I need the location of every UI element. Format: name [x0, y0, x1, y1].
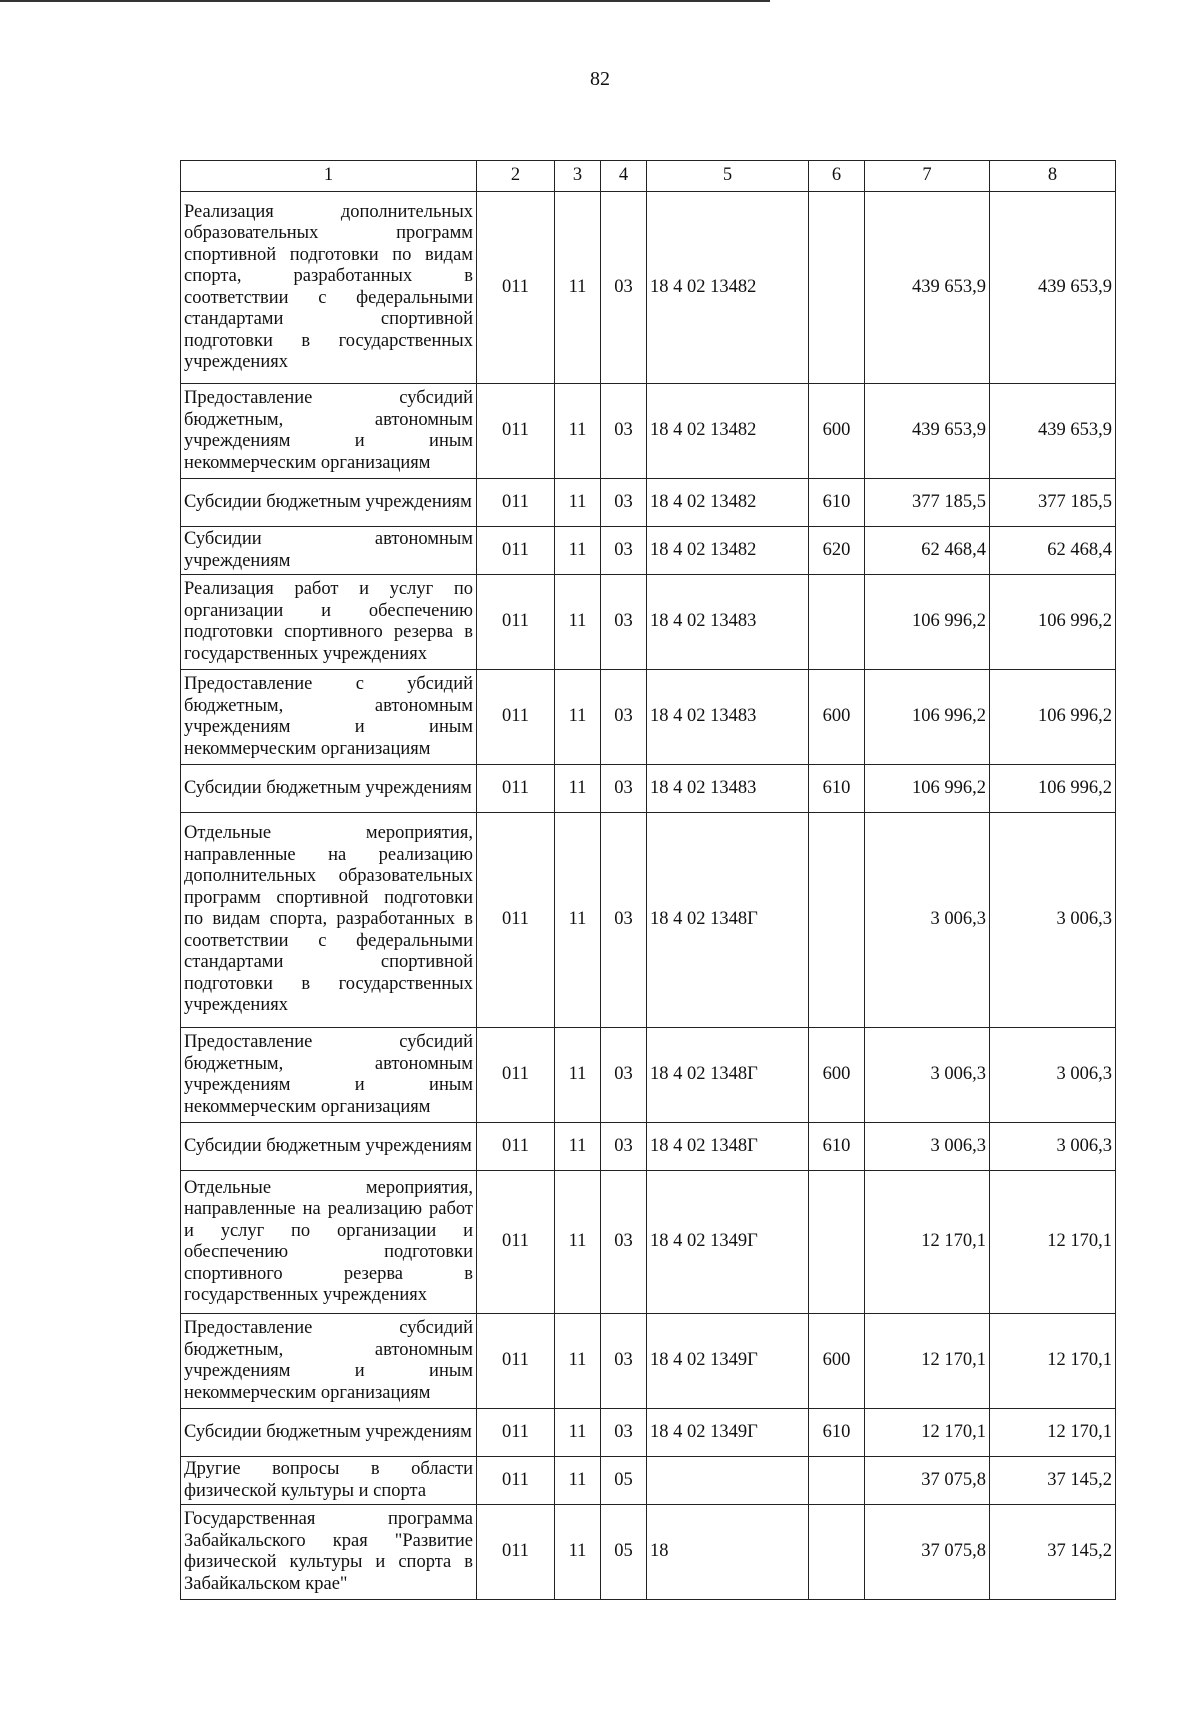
amount-cell: 12 170,1 — [990, 1409, 1116, 1457]
row-name-cell: Предоставление субсидий бюджетным, автономным учреждениям и иным некоммерческим организациям — [181, 384, 477, 479]
row-name-cell: Отдельные мероприятия, направленные на реализацию дополнительных образовательных программ спортивной подготовки по видам спорта, разработанных в соответствии с федеральными стандартами спортивной подготовки в государственных учреждениях — [181, 813, 477, 1028]
amount-cell: 439 653,9 — [865, 384, 990, 479]
table-row — [181, 670, 1116, 765]
section-cell: 11 — [555, 384, 601, 479]
amount-cell: 439 653,9 — [990, 192, 1116, 384]
grbs-cell: 011 — [477, 1028, 555, 1123]
section-cell: 11 — [555, 1028, 601, 1123]
amount-cell: 106 996,2 — [865, 575, 990, 670]
row-name-cell: Государственная программа Забайкальского края "Развитие физической культуры и спорта в Забайкальском крае" — [181, 1505, 477, 1600]
amount-cell: 12 170,1 — [865, 1171, 990, 1314]
amount-cell: 37 145,2 — [990, 1457, 1116, 1505]
target-article-cell — [647, 1457, 809, 1505]
grbs-cell: 011 — [477, 670, 555, 765]
header-cell: 6 — [809, 161, 865, 192]
table-row — [181, 479, 1116, 527]
subsection-cell: 05 — [601, 1457, 647, 1505]
expense-type-cell: 600 — [809, 384, 865, 479]
grbs-cell: 011 — [477, 575, 555, 670]
table-row — [181, 1171, 1116, 1314]
table-row — [181, 527, 1116, 575]
top-scan-rule — [0, 0, 770, 2]
header-cell: 3 — [555, 161, 601, 192]
section-cell: 11 — [555, 1505, 601, 1600]
grbs-cell: 011 — [477, 1505, 555, 1600]
subsection-cell: 05 — [601, 1505, 647, 1600]
amount-cell: 106 996,2 — [990, 765, 1116, 813]
amount-cell: 12 170,1 — [990, 1171, 1116, 1314]
amount-cell: 62 468,4 — [865, 527, 990, 575]
header-cell: 5 — [647, 161, 809, 192]
table-row — [181, 192, 1116, 384]
table-row — [181, 1409, 1116, 1457]
section-cell: 11 — [555, 1171, 601, 1314]
row-name-cell: Предоставление субсидий бюджетным, автономным учреждениям и иным некоммерческим организациям — [181, 1028, 477, 1123]
table-row — [181, 1028, 1116, 1123]
amount-cell: 62 468,4 — [990, 527, 1116, 575]
target-article-cell: 18 4 02 1348Г — [647, 813, 809, 1028]
section-cell: 11 — [555, 192, 601, 384]
section-cell: 11 — [555, 527, 601, 575]
section-cell: 11 — [555, 1457, 601, 1505]
target-article-cell: 18 — [647, 1505, 809, 1600]
expense-type-cell — [809, 1457, 865, 1505]
section-cell: 11 — [555, 813, 601, 1028]
amount-cell: 106 996,2 — [865, 765, 990, 813]
expense-type-cell — [809, 1171, 865, 1314]
section-cell: 11 — [555, 575, 601, 670]
grbs-cell: 011 — [477, 813, 555, 1028]
expense-type-cell: 610 — [809, 1123, 865, 1171]
expense-type-cell — [809, 575, 865, 670]
header-cell: 1 — [181, 161, 477, 192]
subsection-cell: 03 — [601, 384, 647, 479]
expense-type-cell — [809, 813, 865, 1028]
header-cell: 2 — [477, 161, 555, 192]
grbs-cell: 011 — [477, 1123, 555, 1171]
amount-cell: 3 006,3 — [990, 1123, 1116, 1171]
subsection-cell: 03 — [601, 1028, 647, 1123]
subsection-cell: 03 — [601, 575, 647, 670]
amount-cell: 106 996,2 — [990, 670, 1116, 765]
amount-cell: 439 653,9 — [865, 192, 990, 384]
amount-cell: 106 996,2 — [990, 575, 1116, 670]
expense-type-cell — [809, 192, 865, 384]
grbs-cell: 011 — [477, 192, 555, 384]
target-article-cell: 18 4 02 13482 — [647, 479, 809, 527]
target-article-cell: 18 4 02 13482 — [647, 384, 809, 479]
page-number: 82 — [590, 68, 610, 90]
expense-type-cell: 600 — [809, 670, 865, 765]
expense-type-cell: 610 — [809, 765, 865, 813]
row-name-cell: Предоставление субсидий бюджетным, автономным учреждениям и иным некоммерческим организациям — [181, 1314, 477, 1409]
row-name-cell: Субсидии автономным учреждениям — [181, 527, 477, 575]
amount-cell: 3 006,3 — [865, 813, 990, 1028]
table-row — [181, 1123, 1116, 1171]
section-cell: 11 — [555, 765, 601, 813]
section-cell: 11 — [555, 1123, 601, 1171]
subsection-cell: 03 — [601, 1123, 647, 1171]
table-row — [181, 813, 1116, 1028]
expense-type-cell: 620 — [809, 527, 865, 575]
amount-cell: 12 170,1 — [990, 1314, 1116, 1409]
header-cell: 4 — [601, 161, 647, 192]
expense-type-cell: 610 — [809, 479, 865, 527]
amount-cell: 37 145,2 — [990, 1505, 1116, 1600]
grbs-cell: 011 — [477, 527, 555, 575]
table-row — [181, 765, 1116, 813]
table-header-row — [181, 161, 1116, 192]
target-article-cell: 18 4 02 1349Г — [647, 1171, 809, 1314]
target-article-cell: 18 4 02 13482 — [647, 192, 809, 384]
amount-cell: 37 075,8 — [865, 1457, 990, 1505]
section-cell: 11 — [555, 1314, 601, 1409]
amount-cell: 3 006,3 — [865, 1123, 990, 1171]
target-article-cell: 18 4 02 13483 — [647, 765, 809, 813]
target-article-cell: 18 4 02 13483 — [647, 670, 809, 765]
expense-type-cell — [809, 1505, 865, 1600]
amount-cell: 3 006,3 — [865, 1028, 990, 1123]
subsection-cell: 03 — [601, 527, 647, 575]
subsection-cell: 03 — [601, 1314, 647, 1409]
subsection-cell: 03 — [601, 813, 647, 1028]
row-name-cell: Отдельные мероприятия, направленные на реализацию работ и услуг по организации и обеспечению подготовки спортивного резерва в государственных учреждениях — [181, 1171, 477, 1314]
section-cell: 11 — [555, 479, 601, 527]
subsection-cell: 03 — [601, 192, 647, 384]
row-name-cell: Субсидии бюджетным учреждениям — [181, 765, 477, 813]
row-name-cell: Другие вопросы в области физической культуры и спорта — [181, 1457, 477, 1505]
grbs-cell: 011 — [477, 1457, 555, 1505]
row-name-cell: Субсидии бюджетным учреждениям — [181, 479, 477, 527]
expense-type-cell: 600 — [809, 1028, 865, 1123]
amount-cell: 37 075,8 — [865, 1505, 990, 1600]
amount-cell: 3 006,3 — [990, 813, 1116, 1028]
grbs-cell: 011 — [477, 1409, 555, 1457]
table-row — [181, 384, 1116, 479]
header-cell: 8 — [990, 161, 1116, 192]
subsection-cell: 03 — [601, 479, 647, 527]
row-name-cell: Предоставление с убсидий бюджетным, автономным учреждениям и иным некоммерческим организациям — [181, 670, 477, 765]
table-row — [181, 1457, 1116, 1505]
subsection-cell: 03 — [601, 1171, 647, 1314]
section-cell: 11 — [555, 670, 601, 765]
row-name-cell: Реализация работ и услуг по организации и обеспечению подготовки спортивного резерва в государственных учреждениях — [181, 575, 477, 670]
row-name-cell: Субсидии бюджетным учреждениям — [181, 1123, 477, 1171]
grbs-cell: 011 — [477, 384, 555, 479]
table-row — [181, 1505, 1116, 1600]
target-article-cell: 18 4 02 1348Г — [647, 1123, 809, 1171]
grbs-cell: 011 — [477, 1314, 555, 1409]
amount-cell: 12 170,1 — [865, 1409, 990, 1457]
row-name-cell: Реализация дополнительных образовательных программ спортивной подготовки по видам спорта, разработанных в соответствии с федеральными стандартами спортивной подготовки в государственных учреждениях — [181, 192, 477, 384]
grbs-cell: 011 — [477, 1171, 555, 1314]
grbs-cell: 011 — [477, 479, 555, 527]
amount-cell: 377 185,5 — [865, 479, 990, 527]
amount-cell: 3 006,3 — [990, 1028, 1116, 1123]
grbs-cell: 011 — [477, 765, 555, 813]
header-cell: 7 — [865, 161, 990, 192]
amount-cell: 12 170,1 — [865, 1314, 990, 1409]
amount-cell: 377 185,5 — [990, 479, 1116, 527]
subsection-cell: 03 — [601, 670, 647, 765]
table-row — [181, 575, 1116, 670]
table-row — [181, 1314, 1116, 1409]
target-article-cell: 18 4 02 1348Г — [647, 1028, 809, 1123]
section-cell: 11 — [555, 1409, 601, 1457]
row-name-cell: Субсидии бюджетным учреждениям — [181, 1409, 477, 1457]
target-article-cell: 18 4 02 1349Г — [647, 1409, 809, 1457]
target-article-cell: 18 4 02 13483 — [647, 575, 809, 670]
target-article-cell: 18 4 02 13482 — [647, 527, 809, 575]
expense-type-cell: 600 — [809, 1314, 865, 1409]
amount-cell: 439 653,9 — [990, 384, 1116, 479]
subsection-cell: 03 — [601, 1409, 647, 1457]
amount-cell: 106 996,2 — [865, 670, 990, 765]
expense-type-cell: 610 — [809, 1409, 865, 1457]
budget-table — [180, 160, 1116, 1600]
target-article-cell: 18 4 02 1349Г — [647, 1314, 809, 1409]
subsection-cell: 03 — [601, 765, 647, 813]
